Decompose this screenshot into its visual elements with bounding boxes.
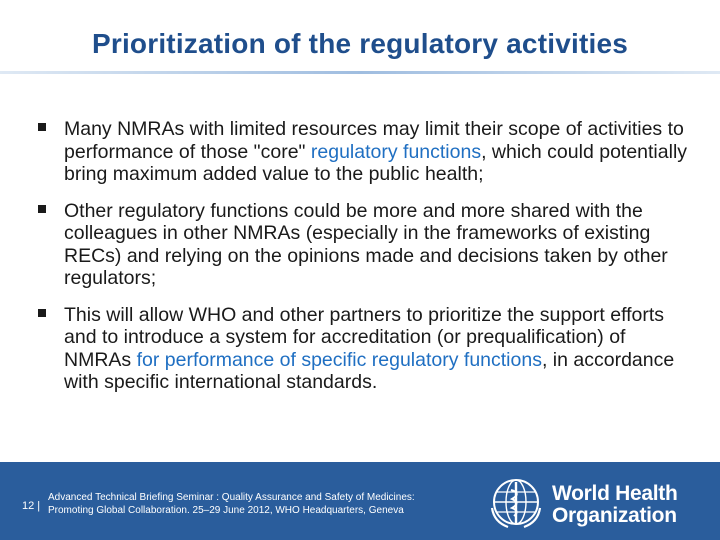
organization-name-line: Organization xyxy=(552,504,677,527)
slide-title: Prioritization of the regulatory activities xyxy=(91,28,629,59)
bullet-text-segment: , in accordance with specific international standards. xyxy=(64,348,675,393)
highlighted-text: for performance of specific regulatory functions xyxy=(136,348,542,371)
highlighted-text: regulatory functions xyxy=(310,140,482,163)
square-bullet-icon xyxy=(38,123,46,131)
bullet-text xyxy=(64,118,687,185)
bullet-text xyxy=(64,304,674,394)
square-bullet-icon xyxy=(38,309,46,317)
page-number: 12 | xyxy=(22,500,41,512)
who-emblem-icon xyxy=(488,474,544,530)
bullet-text-segment: Many NMRAs with limited resources may limit their scope of activities to performance of those "core" xyxy=(64,118,684,163)
bullet-text xyxy=(64,200,668,290)
bullet-item xyxy=(38,118,688,186)
organization-name xyxy=(552,483,678,527)
bullet-item xyxy=(38,304,688,394)
bullet-text-segment: Other regulatory functions could be more and more shared with the colleagues in other NMRAs (especially in the frameworks of existing RECs) and relying on the opinions made and decisions taken by other regulators; xyxy=(64,199,668,289)
organization-name-line: World Health xyxy=(552,482,678,505)
title-divider xyxy=(0,71,720,74)
bullet-text-segment: This will allow WHO and other partners to prioritize the support efforts and to introduce a system for accreditation (or prequalification) of NMRAs xyxy=(64,303,665,371)
square-bullet-icon xyxy=(38,205,46,213)
footer-caption: Advanced Technical Briefing Seminar : Quality Assurance and Safety of Medicines: Promoting Global Collaboration. 25–29 June 2012, WHO Headquarters, Geneva xyxy=(48,492,415,516)
bullet-list xyxy=(38,118,688,408)
bullet-item xyxy=(38,200,688,290)
bullet-text-segment: , which could potentially bring maximum added value to the public health; xyxy=(64,140,688,185)
